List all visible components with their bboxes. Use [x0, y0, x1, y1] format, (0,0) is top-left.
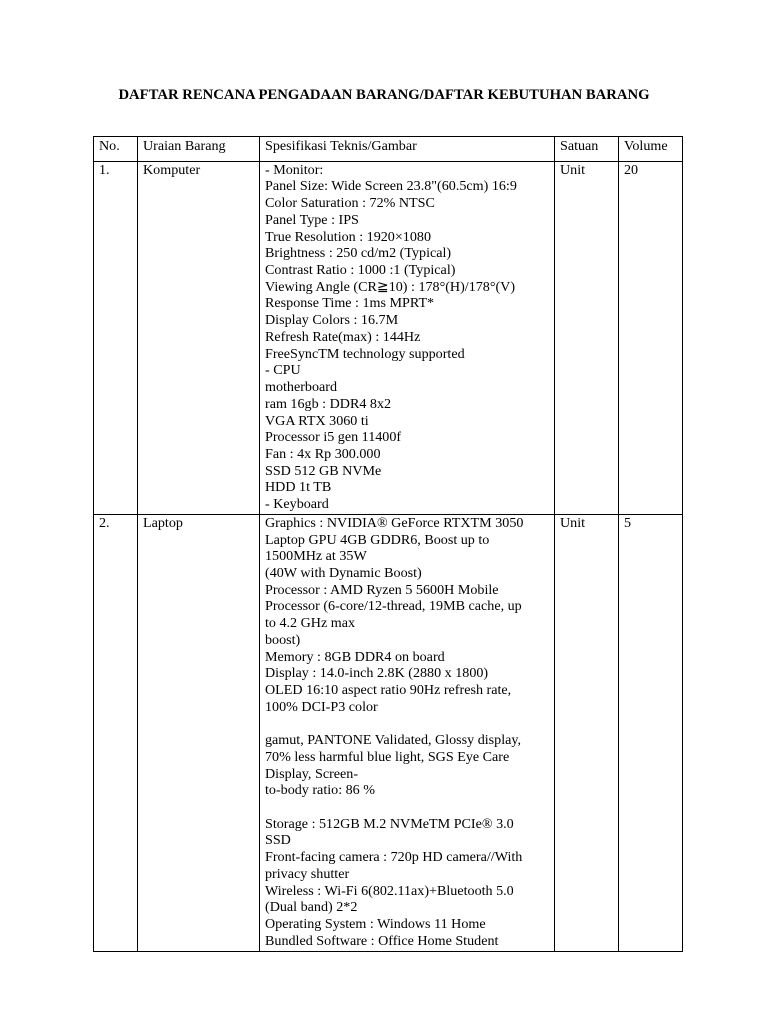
spec-line: - Keyboard [265, 496, 329, 513]
spec-line: VGA RTX 3060 ti [265, 412, 369, 429]
spec-line: Storage : 512GB M.2 NVMeTM PCIe® 3.0 [265, 815, 514, 832]
spec-line: (40W with Dynamic Boost) [265, 564, 422, 581]
spec-line: to 4.2 GHz max [265, 615, 356, 632]
spec-line: Operating System : Windows 11 Home [265, 916, 486, 933]
row-volume: 20 [619, 161, 683, 514]
spec-line: 70% less harmful blue light, SGS Eye Care [265, 748, 510, 765]
spec-line: True Resolution : 1920×1080 [265, 228, 431, 245]
header-item: Uraian Barang [138, 137, 260, 162]
header-volume: Volume [619, 137, 683, 162]
row-volume: 5 [619, 514, 683, 951]
requirements-table [93, 136, 683, 952]
spec-line: Laptop GPU 4GB GDDR6, Boost up to [265, 531, 490, 548]
spec-line: Display : 14.0-inch 2.8K (2880 x 1800) [265, 665, 489, 682]
spec-line: Bundled Software : Office Home Student [265, 932, 499, 949]
header-no: No. [94, 137, 138, 162]
document-title: DAFTAR RENCANA PENGADAAN BARANG/DAFTAR KEBUTUHAN BARANG [118, 87, 650, 103]
spec-line: - CPU [265, 362, 301, 379]
spec-line: privacy shutter [265, 865, 350, 882]
row-spec [260, 514, 555, 951]
table-row [94, 514, 683, 951]
spec-line: Processor : AMD Ryzen 5 5600H Mobile [265, 581, 499, 598]
spec-line: motherboard [265, 379, 338, 396]
spec-line: OLED 16:10 aspect ratio 90Hz refresh rate, [265, 682, 512, 698]
spec-line: SSD [265, 832, 291, 849]
spec-line: Graphics : NVIDIA® GeForce RTXTM 3050 [265, 514, 524, 531]
spec-line: SSD 512 GB NVMe [265, 462, 382, 479]
spec-line: gamut, PANTONE Validated, Glossy display, [265, 732, 522, 749]
header-unit: Satuan [555, 137, 619, 162]
spec-line: Fan : 4x Rp 300.000 [265, 445, 381, 462]
spec-line [265, 799, 549, 816]
row-item: Laptop [138, 514, 260, 951]
spec-line: Display Colors : 16.7M [265, 312, 399, 329]
row-no: 2. [94, 514, 138, 951]
spec-line [265, 715, 549, 732]
spec-line: Front-facing camera : 720p HD camera//With [265, 849, 523, 866]
spec-line: - Monitor: [265, 161, 324, 178]
spec-line: Memory : 8GB DDR4 on board [265, 648, 445, 665]
spec-line: 100% DCI-P3 color [265, 698, 378, 715]
spec-line: HDD 1t TB [265, 479, 332, 496]
spec-line: Processor i5 gen 11400f [265, 429, 402, 446]
spec-line: Display, Screen- [265, 765, 359, 782]
spec-line: Wireless : Wi-Fi 6(802.11ax)+Bluetooth 5.0 [265, 882, 514, 899]
spec-line: Color Saturation : 72% NTSC [265, 195, 435, 212]
spec-line: Processor (6-core/12-thread, 19MB cache, up [265, 598, 522, 615]
table-header-row [94, 137, 683, 162]
header-spec: Spesifikasi Teknis/Gambar [260, 137, 555, 162]
spec-line: Contrast Ratio : 1000 :1 (Typical) [265, 262, 456, 279]
spec-line: Viewing Angle (CR≧10) : 178°(H)/178°(V) [265, 278, 516, 295]
spec-line: to-body ratio: 86 % [265, 782, 375, 799]
row-unit: Unit [555, 514, 619, 951]
spec-line: Response Time : 1ms MPRT* [265, 295, 435, 312]
spec-line: Brightness : 250 cd/m2 (Typical) [265, 245, 452, 262]
row-unit: Unit [555, 161, 619, 514]
spec-line: ram 16gb : DDR4 8x2 [265, 395, 392, 412]
row-no: 1. [94, 161, 138, 514]
spec-line: Panel Size: Wide Screen 23.8"(60.5cm) 16:9 [265, 178, 517, 195]
spec-line: (Dual band) 2*2 [265, 899, 358, 916]
spec-line: boost) [265, 631, 301, 648]
spec-line: FreeSyncTM technology supported [265, 345, 465, 362]
spec-line: 1500MHz at 35W [265, 548, 367, 565]
table-row [94, 161, 683, 514]
row-item: Komputer [138, 161, 260, 514]
row-spec [260, 161, 555, 514]
spec-line: Refresh Rate(max) : 144Hz [265, 328, 421, 345]
spec-line: Panel Type : IPS [265, 211, 359, 228]
